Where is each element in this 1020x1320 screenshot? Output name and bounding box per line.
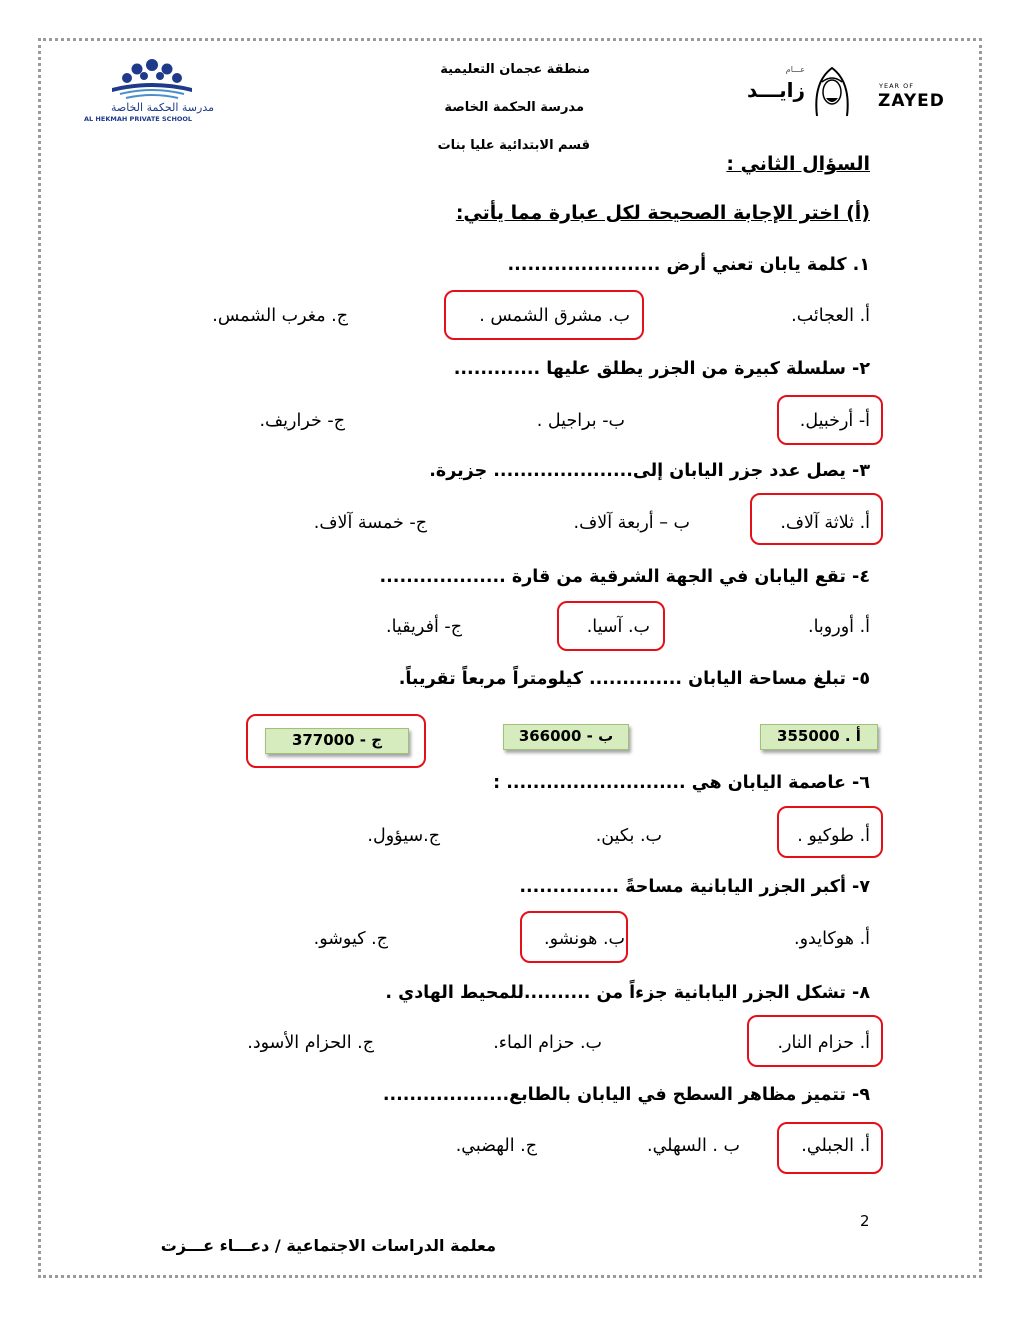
- page-number: 2: [860, 1212, 870, 1230]
- q1-option-c: ج. مغرب الشمس.: [212, 306, 348, 326]
- question-6: ٦- عاصمة اليابان هي ........................... :: [493, 773, 870, 793]
- q9-option-b: ب . السهلي.: [647, 1136, 740, 1156]
- q1-option-a: أ. العجائب.: [791, 306, 870, 326]
- instruction: (أ) اختر الإجابة الصحيحة لكل عبارة مما يأتي:: [455, 202, 870, 224]
- q6-option-a: أ. طوكيو .: [797, 826, 870, 846]
- zayed-small-ar: عـــام: [785, 65, 805, 74]
- q8-answer-circle: [747, 1015, 883, 1067]
- question-9: ٩- تتميز مظاهر السطح في اليابان بالطابع...................: [382, 1085, 870, 1105]
- q5-option-b-chip: ب - 366000: [503, 724, 629, 750]
- q7-option-a: أ. هوكايدو.: [794, 929, 870, 949]
- school-logo-name-ar: مدرسة الحكمة الخاصة: [110, 101, 214, 114]
- section-title: السؤال الثاني :: [726, 153, 870, 175]
- question-5: ٥- تبلغ مساحة اليابان .............. كيلومتراً مربعاً تقريباً.: [398, 669, 870, 689]
- q6-option-c: ج.سيؤول.: [367, 826, 440, 846]
- q7-option-b: ب. هونشو.: [544, 929, 625, 949]
- q4-option-b: ب. آسيا.: [586, 617, 650, 637]
- q4-option-c: ج- أفريقيا.: [386, 617, 462, 637]
- q3-option-c: ج- خمسة آلاف.: [313, 513, 427, 533]
- q5-option-a-chip: أ . 355000: [760, 724, 878, 750]
- q8-option-a: أ. حزام النار.: [777, 1033, 870, 1053]
- q8-option-b: ب. حزام الماء.: [493, 1033, 602, 1053]
- header-line-1: منطقة عجمان التعليمية: [440, 62, 590, 77]
- zayed-en-label: ZAYED: [878, 91, 945, 111]
- question-8: ٨- تشكل الجزر اليابانية جزءاً من ..........للمحيط الهادي .: [385, 983, 870, 1003]
- q5-option-c-chip: ج - 377000: [265, 728, 409, 754]
- zayed-ar: زايـــد: [747, 78, 805, 102]
- q7-answer-circle: [520, 911, 628, 963]
- q3-answer-circle: [750, 493, 883, 545]
- q9-option-c: ج. الهضبي.: [455, 1136, 537, 1156]
- q2-option-c: ج- خراريف.: [259, 411, 345, 431]
- question-2: ٢- سلسلة كبيرة من الجزر يطلق عليها .............: [453, 359, 870, 379]
- q9-answer-circle: [777, 1122, 883, 1174]
- question-1: ١. كلمة يابان تعني أرض .......................: [507, 255, 870, 275]
- question-7: ٧- أكبر الجزر اليابانية مساحةً ...............: [519, 877, 870, 897]
- q4-option-a: أ. أوروبا.: [808, 617, 870, 637]
- year-of-zayed-logo: [735, 60, 945, 130]
- q2-option-a: أ- أرخبيل.: [799, 411, 870, 431]
- q7-option-c: ج. كيوشو.: [313, 929, 388, 949]
- q8-option-c: ج. الحزام الأسود.: [247, 1033, 374, 1053]
- question-4: ٤- تقع اليابان في الجهة الشرقية من قارة ...................: [379, 567, 870, 587]
- q5-answer-circle: [246, 714, 426, 768]
- q4-answer-circle: [557, 601, 665, 651]
- question-3: ٣- يصل عدد جزر اليابان إلى..................... جزيرة.: [429, 461, 870, 481]
- q3-option-b: ب – أربعة آلاف.: [573, 513, 690, 533]
- zayed-portrait-icon: [807, 62, 857, 118]
- year-of-label: YEAR OF: [879, 82, 914, 90]
- q9-option-a: أ. الجبلي.: [801, 1136, 870, 1156]
- header-line-2: مدرسة الحكمة الخاصة: [444, 100, 584, 115]
- school-logo-name-en: AL HEKMAH PRIVATE SCHOOL: [84, 115, 193, 123]
- q1-option-b: ب. مشرق الشمس .: [479, 306, 630, 326]
- q2-answer-circle: [777, 395, 883, 445]
- header-line-3: قسم الابتدائية عليا بنات: [437, 138, 590, 153]
- teacher-signature: معلمة الدراسات الاجتماعية / دعـــاء عـــزت: [160, 1236, 496, 1255]
- q2-option-b: ب- براجيل .: [536, 411, 625, 431]
- q3-option-a: أ. ثلاثة آلاف.: [780, 513, 870, 533]
- school-logo-icon: [82, 56, 222, 102]
- q6-option-b: ب. بكين.: [595, 826, 662, 846]
- q6-answer-circle: [777, 806, 883, 858]
- school-logo: [82, 56, 222, 126]
- q1-answer-circle: [444, 290, 644, 340]
